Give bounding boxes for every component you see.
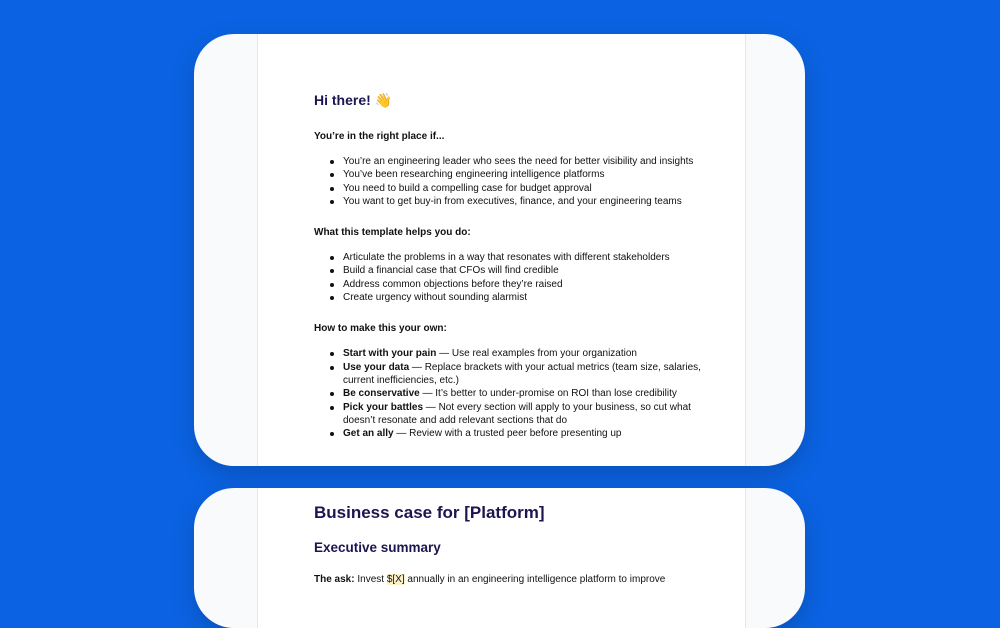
list-item: [314, 264, 705, 277]
item-text: Create urgency without sounding alarmist: [343, 292, 527, 304]
executive-summary-heading: Executive summary: [314, 540, 441, 555]
item-text: You want to get buy-in from executives, finance, and your engineering teams: [343, 195, 682, 207]
bullet-list: [314, 347, 705, 440]
item-text: Articulate the problems in a way that resonates with different stakeholders: [343, 252, 670, 264]
item-text: You need to build a compelling case for budget approval: [343, 182, 592, 194]
item-label: Get an ally: [343, 428, 394, 440]
bullet-list: [314, 155, 705, 208]
item-label: Pick your battles: [343, 401, 424, 413]
item-text: Address common objections before they’re raised: [343, 278, 563, 290]
section-heading: You’re in the right place if...: [314, 131, 445, 142]
bullet-list: [314, 251, 705, 304]
item-text: — Review with a trusted peer before presenting up: [393, 428, 622, 440]
section-heading: What this template helps you do:: [314, 227, 471, 239]
section-heading: How to make this your own:: [314, 323, 447, 335]
item-text: Build a financial case that CFOs will find credible: [343, 265, 559, 277]
list-item: [314, 347, 705, 360]
list-item: [314, 182, 705, 195]
item-text: — It’s better to under-promise on ROI than lose credibility: [419, 388, 677, 400]
intro-content: [314, 92, 705, 440]
intro-title: Hi there! 👋: [314, 92, 393, 108]
item-label: Use your data: [343, 361, 410, 373]
ask-label: The ask:: [314, 574, 355, 585]
list-item: [314, 251, 705, 264]
ask-text: Invest: [354, 574, 387, 585]
item-label: Start with your pain: [343, 348, 437, 360]
list-item: [314, 291, 705, 304]
ask-text: annually in an engineering intelligence platform to improve: [404, 574, 666, 585]
item-text: You’re an engineering leader who sees the need for better visibility and insights: [343, 156, 694, 167]
list-item: [314, 168, 705, 181]
list-item: [314, 387, 705, 400]
list-item: [314, 401, 705, 428]
document-page: [257, 34, 746, 466]
document-page: [257, 488, 746, 628]
business-case-title: Business case for [Platform]: [314, 503, 545, 522]
item-text: — Use real examples from your organization: [436, 348, 637, 360]
item-text: You’ve been researching engineering intelligence platforms: [343, 169, 605, 181]
list-item: [314, 195, 705, 208]
intro-card: [194, 34, 805, 466]
wave-emoji-icon: 👋: [374, 92, 393, 108]
item-label: Be conservative: [343, 388, 420, 400]
item-text: — Replace brackets with your actual metrics (team size, salaries, current inefficiencies, etc.): [343, 361, 701, 386]
business-case-card: [194, 488, 805, 628]
the-ask-paragraph: [314, 574, 705, 585]
list-item: [314, 155, 705, 168]
item-text: — Not every section will apply to your business, so cut what doesn’t resonate and add relevant sections that do: [343, 401, 691, 426]
list-item: [314, 427, 705, 440]
list-item: [314, 361, 705, 388]
placeholder-highlight: $[X]: [386, 574, 405, 585]
list-item: [314, 278, 705, 291]
